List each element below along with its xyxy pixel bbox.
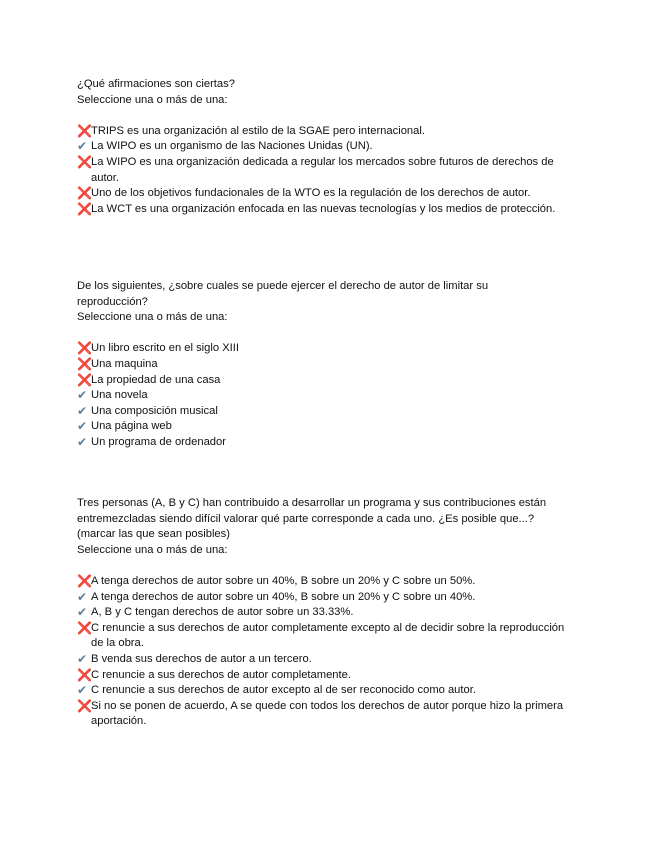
question-1-option-4: ❌ Uno de los objetivos fundacionales de la WTO es la regulación de los derechos de autor.: [77, 186, 531, 201]
question-3-option-1: ❌ A tenga derechos de autor sobre un 40%, B sobre un 20% y C sobre un 50%.: [77, 573, 476, 588]
question-2-option-3: ❌ La propiedad de una casa: [77, 372, 221, 387]
cross-mark-icon: ❌: [77, 573, 92, 588]
cross-mark-icon: ❌: [77, 372, 92, 387]
cross-mark-icon: ❌: [77, 154, 92, 169]
check-mark-icon: ✔: [77, 683, 88, 698]
question-1-text: ¿Qué afirmaciones son ciertas?: [77, 78, 235, 90]
cross-mark-icon: ❌: [77, 201, 92, 216]
question-2-option-7: ✔ Un programa de ordenador: [77, 434, 226, 449]
check-mark-icon: ✔: [77, 434, 88, 449]
question-3-option-3: ✔ A, B y C tengan derechos de autor sobre un 33.33%.: [77, 605, 354, 620]
question-3-option-4: ❌ C renuncie a sus derechos de autor completamente excepto al de decidir sobre la reproducción de la obra.: [77, 620, 565, 650]
question-2-option-5: ✔ Una composición musical: [77, 403, 218, 418]
cross-mark-icon: ❌: [77, 186, 92, 201]
cross-mark-icon: ❌: [77, 123, 92, 138]
question-1-option-2: ✔ La WIPO es un organismo de las Naciones Unidas (UN).: [77, 139, 373, 154]
question-3-text-line-2: entremezcladas siendo difícil valorar qué parte corresponde a cada uno. ¿Es posible que...?: [77, 512, 535, 525]
question-3-text-line-1: Tres personas (A, B y C) han contribuido a desarrollar un programa y sus contribuciones están: [77, 497, 547, 509]
check-mark-icon: ✔: [77, 139, 88, 154]
question-2-option-6: ✔ Una página web: [77, 419, 172, 434]
check-mark-icon: ✔: [77, 589, 88, 604]
check-mark-icon: ✔: [77, 403, 88, 418]
question-3: [77, 496, 577, 730]
question-3-option-8: ❌ Si no se ponen de acuerdo, A se quede con todos los derechos de autor porque hizo la primera aportación.: [77, 698, 564, 728]
question-3-option-2: ✔ A tenga derechos de autor sobre un 40%, B sobre un 20% y C sobre un 40%.: [77, 589, 476, 604]
question-2-text-line-1: De los siguientes, ¿sobre cuales se puede ejercer el derecho de autor de limitar su: [77, 280, 489, 292]
question-1: [77, 77, 577, 217]
question-2: [77, 279, 577, 451]
question-1-option-5: ❌ La WCT es una organización enfocada en las nuevas tecnologías y los medios de protección.: [77, 201, 556, 216]
question-2-text-line-2: reproducción?: [77, 295, 148, 308]
question-3-option-5: ✔ B venda sus derechos de autor a un tercero.: [77, 651, 312, 666]
question-2-instruction: Seleccione una o más de una:: [77, 311, 228, 324]
question-3-text-line-3: (marcar las que sean posibles): [77, 528, 230, 541]
question-3-option-6: ❌ C renuncie a sus derechos de autor completamente.: [77, 667, 351, 682]
question-2-option-1: ❌ Un libro escrito en el siglo XIII: [77, 341, 239, 356]
question-2-option-2: ❌ Una maquina: [77, 356, 158, 371]
cross-mark-icon: ❌: [77, 667, 92, 682]
question-2-option-4: ✔ Una novela: [77, 388, 148, 403]
question-1-instruction: Seleccione una o más de una:: [77, 93, 228, 106]
check-mark-icon: ✔: [77, 419, 88, 434]
check-mark-icon: ✔: [77, 605, 88, 620]
check-mark-icon: ✔: [77, 651, 88, 666]
cross-mark-icon: ❌: [77, 356, 92, 371]
check-mark-icon: ✔: [77, 388, 88, 403]
question-1-option-3: ❌ La WIPO es una organización dedicada a regular los mercados sobre futuros de derechos de autor.: [77, 154, 554, 184]
cross-mark-icon: ❌: [77, 698, 92, 713]
question-3-instruction: Seleccione una o más de una:: [77, 543, 228, 556]
question-1-option-1: ❌ TRIPS es una organización al estilo de la SGAE pero internacional.: [77, 123, 425, 138]
question-3-option-7: ✔ C renuncie a sus derechos de autor excepto al de ser reconocido como autor.: [77, 683, 476, 698]
cross-mark-icon: ❌: [77, 620, 92, 635]
cross-mark-icon: ❌: [77, 341, 92, 356]
